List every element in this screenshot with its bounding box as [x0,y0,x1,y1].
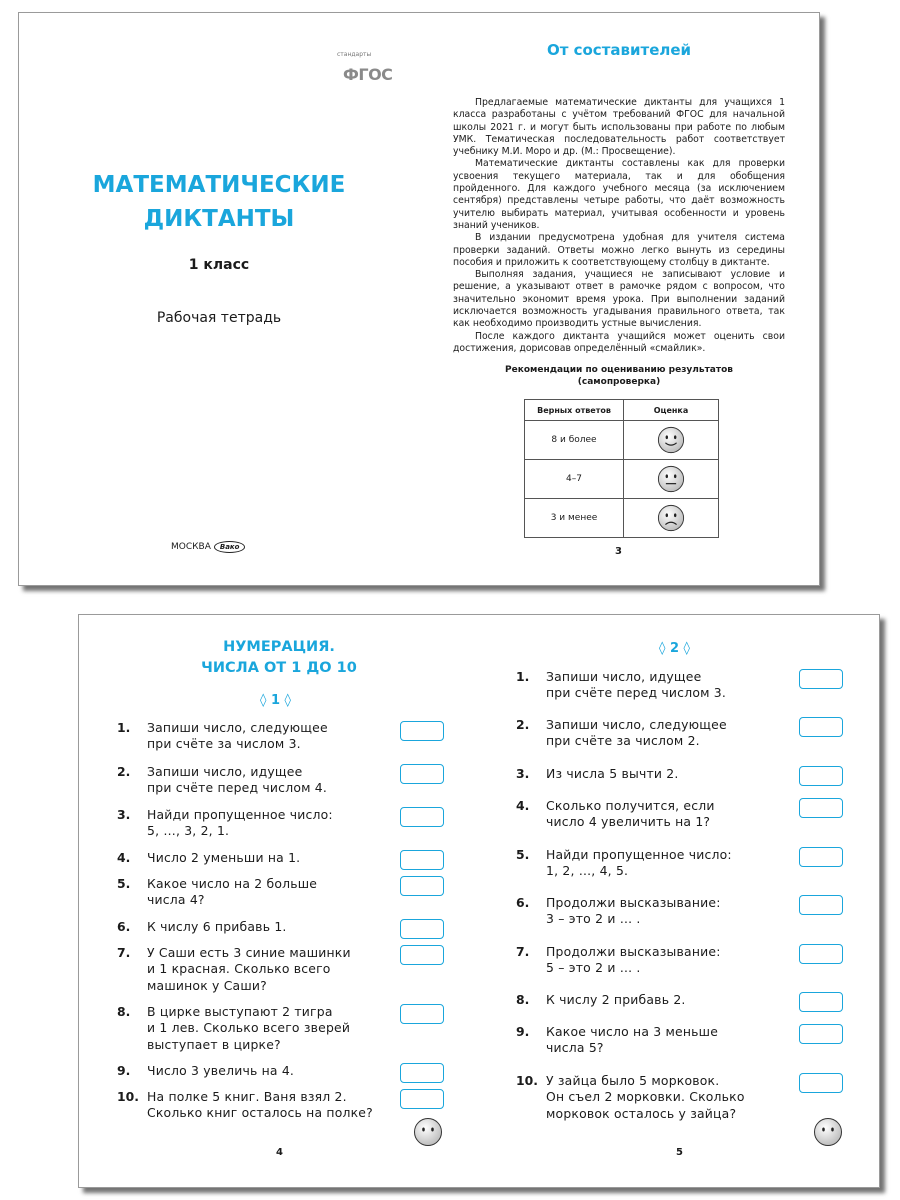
answer-box[interactable] [400,876,444,896]
task-number: 2. [117,764,131,779]
answer-box[interactable] [400,919,444,939]
task-number: 8. [516,992,530,1007]
answer-box[interactable] [799,717,843,737]
section-title-line1: НУМЕРАЦИЯ. [223,639,335,655]
task-number: 10. [516,1073,538,1088]
task-number: 7. [516,944,530,959]
task-text: Сколько получится, если число 4 увеличить на 1? [546,798,715,830]
table-row [525,499,719,538]
preface-paragraph: После каждого диктанта учащийся может оценить свои достижения, дорисовав определённый «смайлик». [453,330,785,354]
preface-title: От составителей [546,41,692,59]
task-number: 3. [117,807,131,822]
publisher-mark [171,541,245,553]
task-text: У зайца было 5 морковок. Он съел 2 морковки. Сколько морковок осталось у зайца? [546,1073,745,1121]
self-assessment-smiley-icon[interactable] [813,1117,843,1147]
recommendations-title [489,364,749,388]
table-cell-answers: 3 и менее [525,499,624,538]
fgos-logo [337,51,393,91]
table-cell-grade [624,499,719,538]
fgos-logo-arc-text: стандарты [337,51,372,58]
task-text: Найди пропущенное число: 1, 2, …, 4, 5. [546,847,732,879]
section-title [179,637,379,679]
sad-smiley-icon [657,504,685,532]
answer-box[interactable] [400,807,444,827]
task-text: Запиши число, следующее при счёте за числом 3. [147,720,328,752]
cover-grade: 1 класс [188,257,250,273]
answer-box[interactable] [799,669,843,689]
task-text: К числу 6 прибавь 1. [147,919,287,934]
task-text: Найди пропущенное число: 5, …, 3, 2, 1. [147,807,333,839]
task-text: На полке 5 книг. Ваня взял 2. Сколько книг осталось на полке? [147,1089,373,1121]
task-text: Запиши число, следующее при счёте за числом 2. [546,717,727,749]
answer-box[interactable] [400,1004,444,1024]
task-text: Какое число на 3 меньше числа 5? [546,1024,719,1056]
recommendations-title-line1: Рекомендации по оцениванию результатов [505,365,733,375]
page-number-3: 3 [615,546,622,557]
table-header-row [525,400,719,421]
task-text: Число 2 уменьши на 1. [147,850,301,865]
page-number-4: 4 [276,1147,283,1158]
task-number: 9. [516,1024,530,1039]
self-assessment-smiley-icon[interactable] [413,1117,443,1147]
table-cell-grade [624,460,719,499]
task-text: В цирке выступают 2 тигра и 1 лев. Сколько всего зверей выступает в цирке? [147,1004,351,1052]
answer-box[interactable] [400,1089,444,1109]
variant-2-label: ◊ 2 ◊ [659,641,690,656]
task-number: 3. [516,766,530,781]
answer-box[interactable] [799,944,843,964]
task-text: Какое число на 2 больше числа 4? [147,876,318,908]
answer-box[interactable] [400,945,444,965]
task-number: 4. [117,850,131,865]
page-number-5: 5 [676,1147,683,1158]
task-number: 10. [117,1089,139,1104]
task-number: 5. [117,876,131,891]
cover-title-line1: МАТЕМАТИЧЕСКИЕ [92,172,346,198]
answer-box[interactable] [400,721,444,741]
variant-1-label: ◊ 1 ◊ [260,693,291,708]
table-row [525,421,719,460]
section-title-line2: ЧИСЛА ОТ 1 ДО 10 [201,660,357,676]
answer-box[interactable] [799,847,843,867]
answer-box[interactable] [400,764,444,784]
table-row [525,460,719,499]
answer-box[interactable] [799,992,843,1012]
task-text: У Саши есть 3 синие машинки и 1 красная. Сколько всего машинок у Саши? [147,945,351,993]
answer-box[interactable] [400,850,444,870]
fgos-logo-word: ФГОС [343,65,393,84]
task-text: Запиши число, идущее при счёте перед числом 4. [147,764,328,796]
answer-box[interactable] [799,895,843,915]
task-number: 1. [117,720,131,735]
preface-paragraph: В издании предусмотрена удобная для учителя система проверки заданий. Ответы можно легко вынуть из середины пособия и приложить к соответствующему столбцу в диктанте. [453,232,785,268]
table-cell-answers: 4–7 [525,460,624,499]
publisher-logo: Вако [214,541,246,553]
assessment-table [524,399,719,538]
task-number: 5. [516,847,530,862]
task-number: 8. [117,1004,131,1019]
task-number: 9. [117,1063,131,1078]
cover-title-line2: ДИКТАНТЫ [143,206,295,232]
table-header-grade: Оценка [624,400,719,421]
answer-box[interactable] [799,766,843,786]
top-spread [18,12,820,586]
task-text: Продолжи высказывание: 5 – это 2 и … . [546,944,721,976]
answer-box[interactable] [799,1024,843,1044]
neutral-smiley-icon [657,465,685,493]
task-number: 6. [117,919,131,934]
task-text: Запиши число, идущее при счёте перед числом 3. [546,669,727,701]
answer-box[interactable] [799,1073,843,1093]
cover-subtitle: Рабочая тетрадь [156,310,282,326]
task-number: 6. [516,895,530,910]
preface-body [453,97,785,355]
answer-box[interactable] [799,798,843,818]
preface-paragraph: Предлагаемые математические диктанты для учащихся 1 класса разработаны с учётом требований ФГОС для начальной школы 2021 г. и могут быть использованы при работе по любым УМК. Тематическая последовательность работ соответствует учебнику М.И. Моро и др. (М.: Просвещение). [453,97,785,158]
preface-paragraph: Выполняя задания, учащиеся не записывают условие и решение, а указывают ответ в рамочке рядом с вопросом, что значительно экономит время урока. При выполнении заданий исключается возможность угадывания правильного ответа, так как необходимо производить устные вычисления. [453,269,785,330]
task-number: 4. [516,798,530,813]
table-cell-answers: 8 и более [525,421,624,460]
preface-paragraph: Математические диктанты составлены как для проверки усвоения текущего материала, так и для обобщения пройденного. Для каждого учебного месяца (за исключением сентября) представлены четыре работы, что даёт возможность учителю выбирать материал, учитывая особенности и уровень знаний учеников. [453,158,785,231]
answer-box[interactable] [400,1063,444,1083]
publisher-city: МОСКВА [171,542,211,552]
bottom-spread [78,614,880,1188]
task-text: Продолжи высказывание: 3 – это 2 и … . [546,895,721,927]
task-number: 7. [117,945,131,960]
task-number: 2. [516,717,530,732]
happy-smiley-icon [657,426,685,454]
task-text: К числу 2 прибавь 2. [546,992,686,1007]
table-cell-grade [624,421,719,460]
task-text: Число 3 увеличь на 4. [147,1063,295,1078]
task-text: Из числа 5 вычти 2. [546,766,679,781]
task-number: 1. [516,669,530,684]
table-header-answers: Верных ответов [525,400,624,421]
recommendations-title-line2: (самопроверка) [577,377,661,387]
